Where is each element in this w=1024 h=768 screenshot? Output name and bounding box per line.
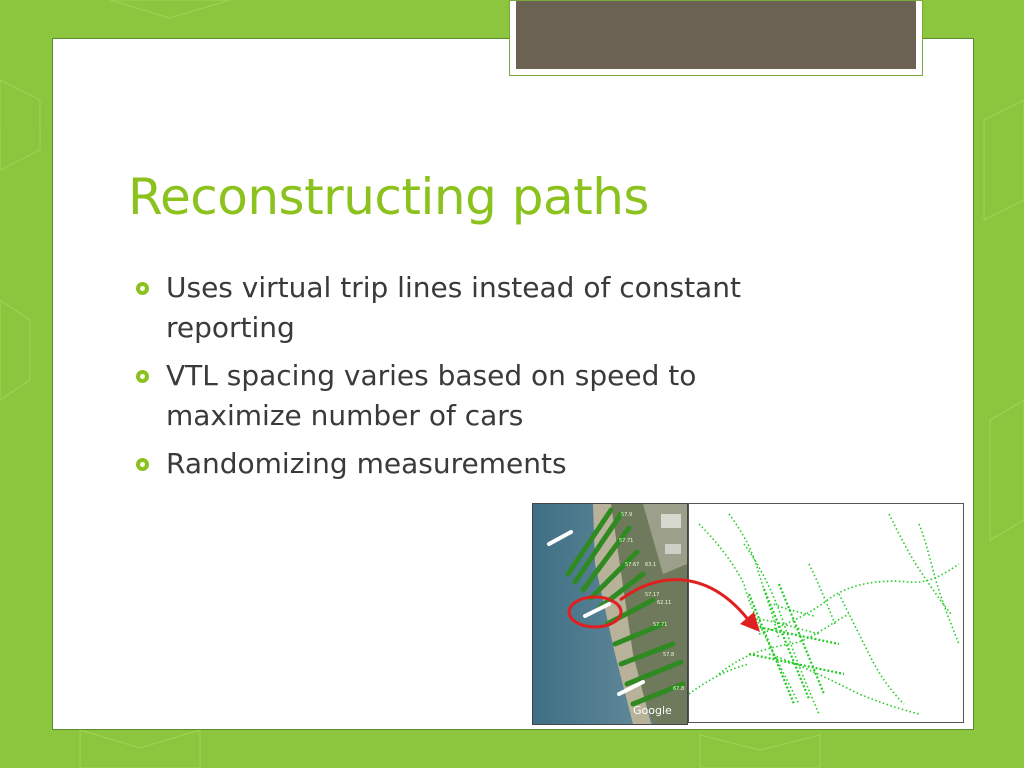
bullet-item [132,268,832,348]
speed-label: 57.71 [619,538,634,544]
bullet-line: reporting [166,311,295,344]
header-tab [509,0,923,76]
header-tab-fill [516,1,916,69]
speed-label: 62.11 [657,600,672,606]
google-watermark: Google [633,704,672,717]
ring-bullet-icon [136,370,149,383]
ring-bullet-icon [136,458,149,471]
bullet-line: Uses virtual trip lines instead of constant [166,271,741,304]
bullet-line: maximize number of cars [166,399,524,432]
callout-arrow-icon [600,560,770,640]
bullet-list [132,268,832,492]
speed-label: 63.1 [645,562,657,568]
bullet-line: Randomizing measurements [166,447,567,480]
speed-label: 67.8 [673,686,685,692]
bullet-item [132,444,832,484]
ring-bullet-icon [136,282,149,295]
bullet-line: VTL spacing varies based on speed to [166,359,697,392]
bullet-item [132,356,832,436]
speed-label: 57.9 [621,512,633,518]
speed-label: 57.8 [663,652,675,658]
speed-label: 57.71 [653,622,668,628]
speed-label: 57.17 [645,592,660,598]
speed-label: 57.67 [625,562,640,568]
slide-title: Reconstructing paths [128,168,649,226]
